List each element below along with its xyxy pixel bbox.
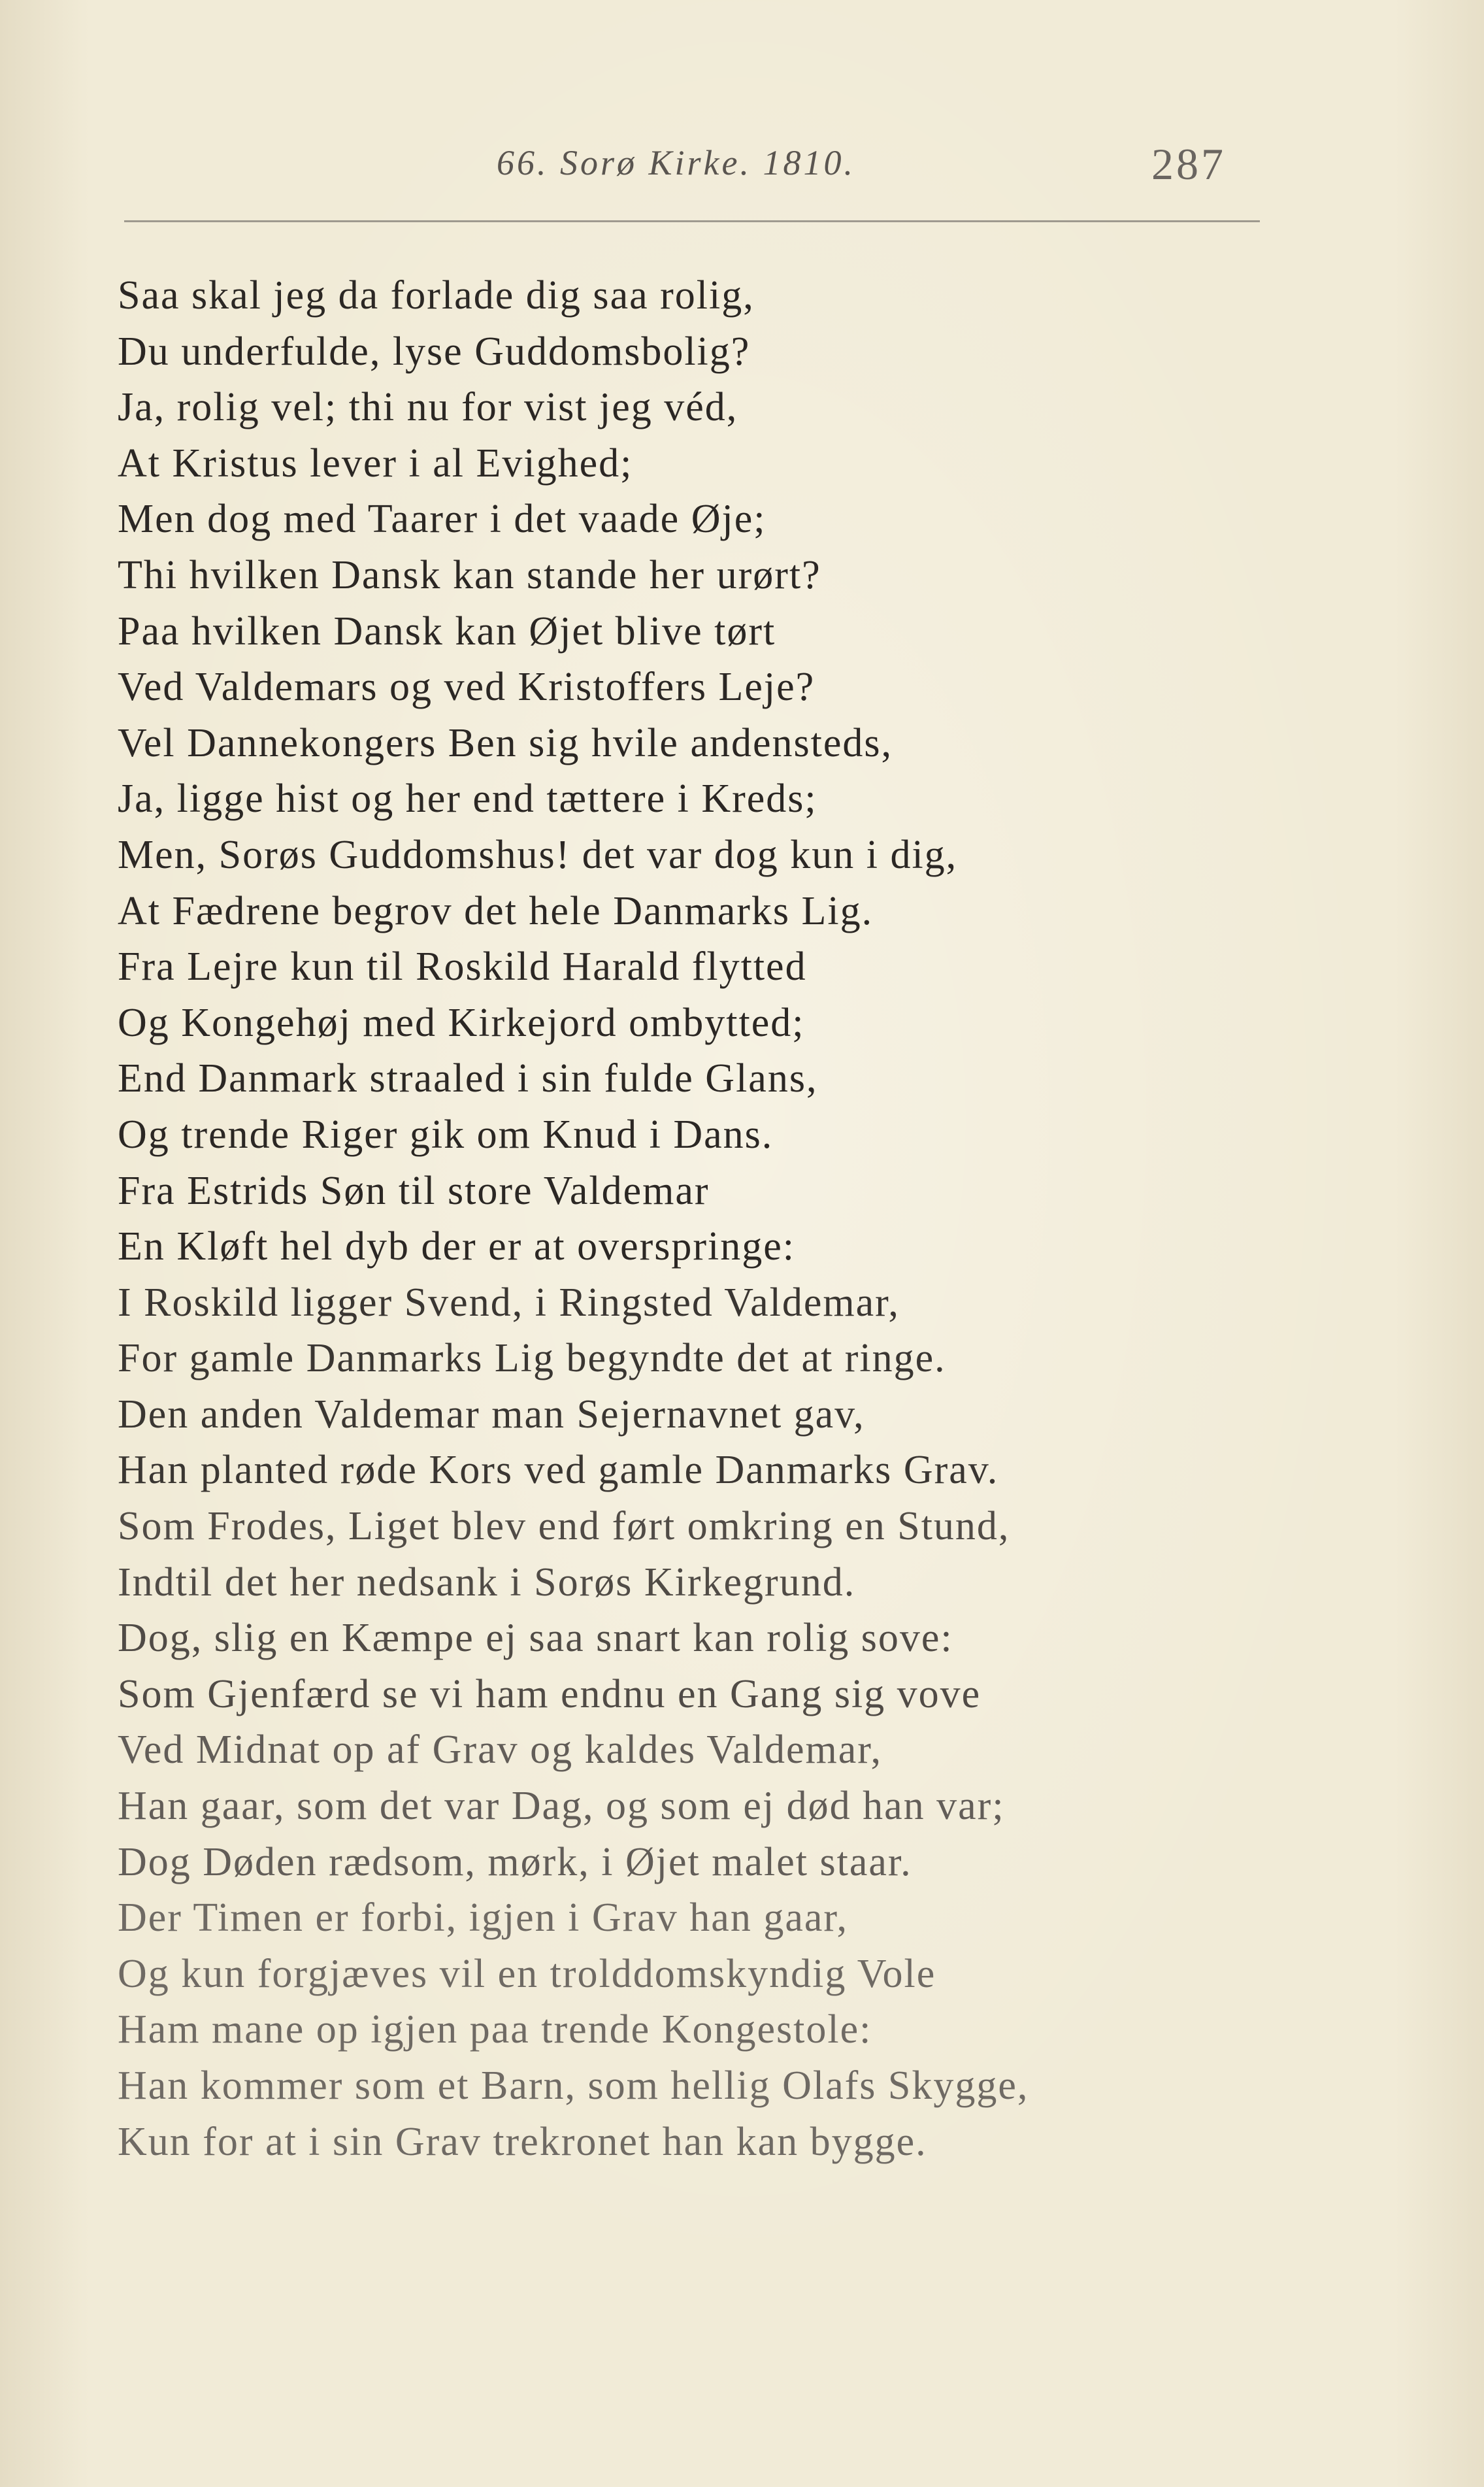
poem-line: Kun for at i sin Grav trekronet han kan bygge. (118, 2119, 927, 2164)
poem-line: Fra Lejre kun til Roskild Harald flytted (118, 944, 807, 990)
poem-line: Saa skal jeg da forlade dig saa rolig, (118, 273, 755, 318)
poem-line: Som Frodes, Liget blev end ført omkring en Stund, (118, 1504, 1010, 1549)
poem-line: Han kommer som et Barn, som hellig Olafs Skygge, (118, 2063, 1029, 2108)
poem-line: Dog Døden rædsom, mørk, i Øjet malet staar. (118, 1839, 912, 1884)
poem-line: For gamle Danmarks Lig begyndte det at ringe. (118, 1336, 946, 1381)
poem-line: Og Kongehøj med Kirkejord ombytted; (118, 1000, 805, 1045)
running-title: 66. Sorø Kirke. 1810. (497, 143, 855, 182)
poem-line: Ham mane op igjen paa trende Kongestole: (118, 2007, 872, 2052)
poem-line: En Kløft hel dyb der er at overspringe: (118, 1224, 795, 1269)
poem-line: Og kun forgjæves vil en trolddomskyndig Vole (118, 1951, 936, 1996)
header-rule (124, 220, 1260, 222)
poem-line: Du underfulde, lyse Guddomsbolig? (118, 329, 751, 374)
poem-line: Han gaar, som det var Dag, og som ej død han var; (118, 1784, 1005, 1829)
poem-line: Den anden Valdemar man Sejernavnet gav, (118, 1392, 865, 1437)
poem-line: Indtil det her nedsank i Sorøs Kirkegrund. (118, 1560, 856, 1605)
poem-line: Og trende Riger gik om Knud i Dans. (118, 1112, 774, 1157)
poem-line: Der Timen er forbi, igjen i Grav han gaar, (118, 1895, 849, 1941)
poem-line: Ved Midnat op af Grav og kaldes Valdemar, (118, 1728, 882, 1773)
poem-line: Paa hvilken Dansk kan Øjet blive tørt (118, 609, 776, 654)
poem-line: Thi hvilken Dansk kan stande her urørt? (118, 552, 821, 597)
poem-line: Dog, slig en Kæmpe ej saa snart kan rolig sove: (118, 1616, 953, 1661)
poem-line: At Kristus lever i al Evighed; (118, 441, 633, 486)
poem-line: At Fædrene begrov det hele Danmarks Lig. (118, 888, 874, 933)
running-head (0, 139, 1484, 195)
poem-line: Vel Dannekongers Ben sig hvile andensteds, (118, 720, 893, 765)
poem-line: Ja, rolig vel; thi nu for vist jeg véd, (118, 385, 738, 430)
poem-line: End Danmark straaled i sin fulde Glans, (118, 1056, 818, 1101)
poem-line: Ved Valdemars og ved Kristoffers Leje? (118, 665, 816, 710)
poem-line: Ja, ligge hist og her end tættere i Kreds; (118, 776, 817, 822)
poem-line: Men dog med Taarer i det vaade Øje; (118, 497, 767, 542)
poem-line: I Roskild ligger Svend, i Ringsted Valdemar, (118, 1280, 900, 1325)
poem-line: Fra Estrids Søn til store Valdemar (118, 1168, 710, 1213)
poem-line: Som Gjenfærd se vi ham endnu en Gang sig vove (118, 1671, 981, 1716)
poem-line: Men, Sorøs Guddomshus! det var dog kun i dig, (118, 832, 958, 877)
poem-text (118, 268, 1359, 2170)
poem-line: Han planted røde Kors ved gamle Danmarks Grav. (118, 1448, 999, 1493)
page-number: 287 (1151, 139, 1226, 189)
